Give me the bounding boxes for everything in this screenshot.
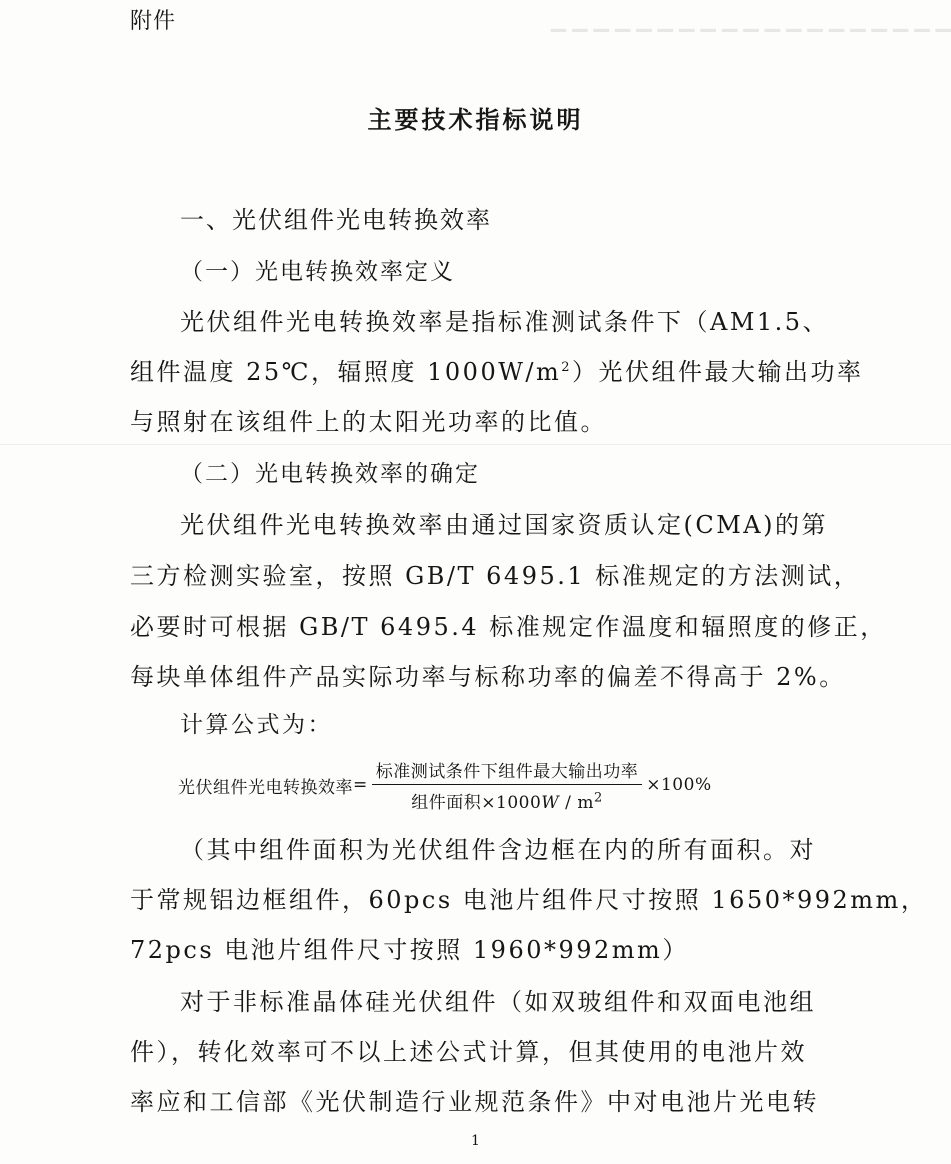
superscript: 2: [561, 360, 573, 375]
efficiency-formula: [178, 756, 712, 814]
formula-equals: =: [353, 775, 368, 795]
paragraph-line: 必要时可根据 GB/T 6495.4 标准规定作温度和辐照度的修正，: [130, 613, 887, 641]
paragraph-line: 每块单体组件产品实际功率与标称功率的偏差不得高于 2%。: [130, 663, 846, 691]
page-number: 1: [471, 1133, 480, 1149]
subsection-heading-determination: （二）光电转换效率的确定: [180, 461, 480, 487]
paragraph-line: 光伏组件光电转换效率是指标准测试条件下（AM1.5、: [180, 308, 830, 336]
text-span: 组件温度 25℃，辐照度 1000W/m: [130, 358, 562, 386]
text-span: W: [541, 793, 560, 813]
section-heading-efficiency: 一、光伏组件光电转换效率: [180, 206, 492, 234]
paragraph-line: 对于非标准晶体硅光伏组件（如双玻组件和双面电池组: [180, 988, 816, 1016]
paragraph-line: 三方检测实验室，按照 GB/T 6495.1 标准规定的方法测试，: [130, 562, 861, 590]
formula-fraction: [372, 757, 643, 813]
text-span: ）光伏组件最大输出功率: [572, 358, 864, 386]
paragraph-line: 72pcs 电池片组件尺寸按照 1960*992mm）: [130, 936, 689, 964]
formula-denominator: [407, 785, 606, 813]
paragraph-line: 于常规铝边框组件，60pcs 电池片组件尺寸按照 1650*992mm，: [130, 886, 928, 914]
paragraph-line: 光伏组件光电转换效率由通过国家资质认定(CMA)的第: [180, 511, 828, 539]
page-title: 主要技术指标说明: [367, 105, 584, 134]
formula-intro: 计算公式为：: [180, 712, 333, 738]
attachment-label: 附件: [130, 9, 177, 34]
page-crease: [0, 444, 951, 445]
paragraph-line: 件），转化效率可不以上述公式计算，但其使用的电池片效: [130, 1038, 807, 1066]
bleed-through-text: ▁▁▁▁▁▁▁▁▁▁▁▁▁▁▁▁▁▁▁: [544, 8, 951, 32]
paragraph-line: （其中组件面积为光伏组件含边框在内的所有面积。对: [180, 836, 816, 864]
paragraph-line: [130, 352, 864, 387]
formula-lhs: 光伏组件光电转换效率: [178, 777, 353, 798]
formula-numerator: 标准测试条件下组件最大输出功率: [372, 757, 643, 785]
text-span: / m: [559, 793, 594, 813]
superscript: 2: [593, 790, 603, 806]
subsection-heading-definition: （一）光电转换效率定义: [180, 259, 455, 285]
paragraph-line: 率应和工信部《光伏制造行业规范条件》中对电池片光电转: [130, 1088, 819, 1116]
paragraph-line: 与照射在该组件上的太阳光功率的比值。: [130, 408, 607, 436]
formula-multiplier: ×100%: [646, 775, 712, 795]
text-span: 组件面积×1000: [411, 793, 542, 813]
